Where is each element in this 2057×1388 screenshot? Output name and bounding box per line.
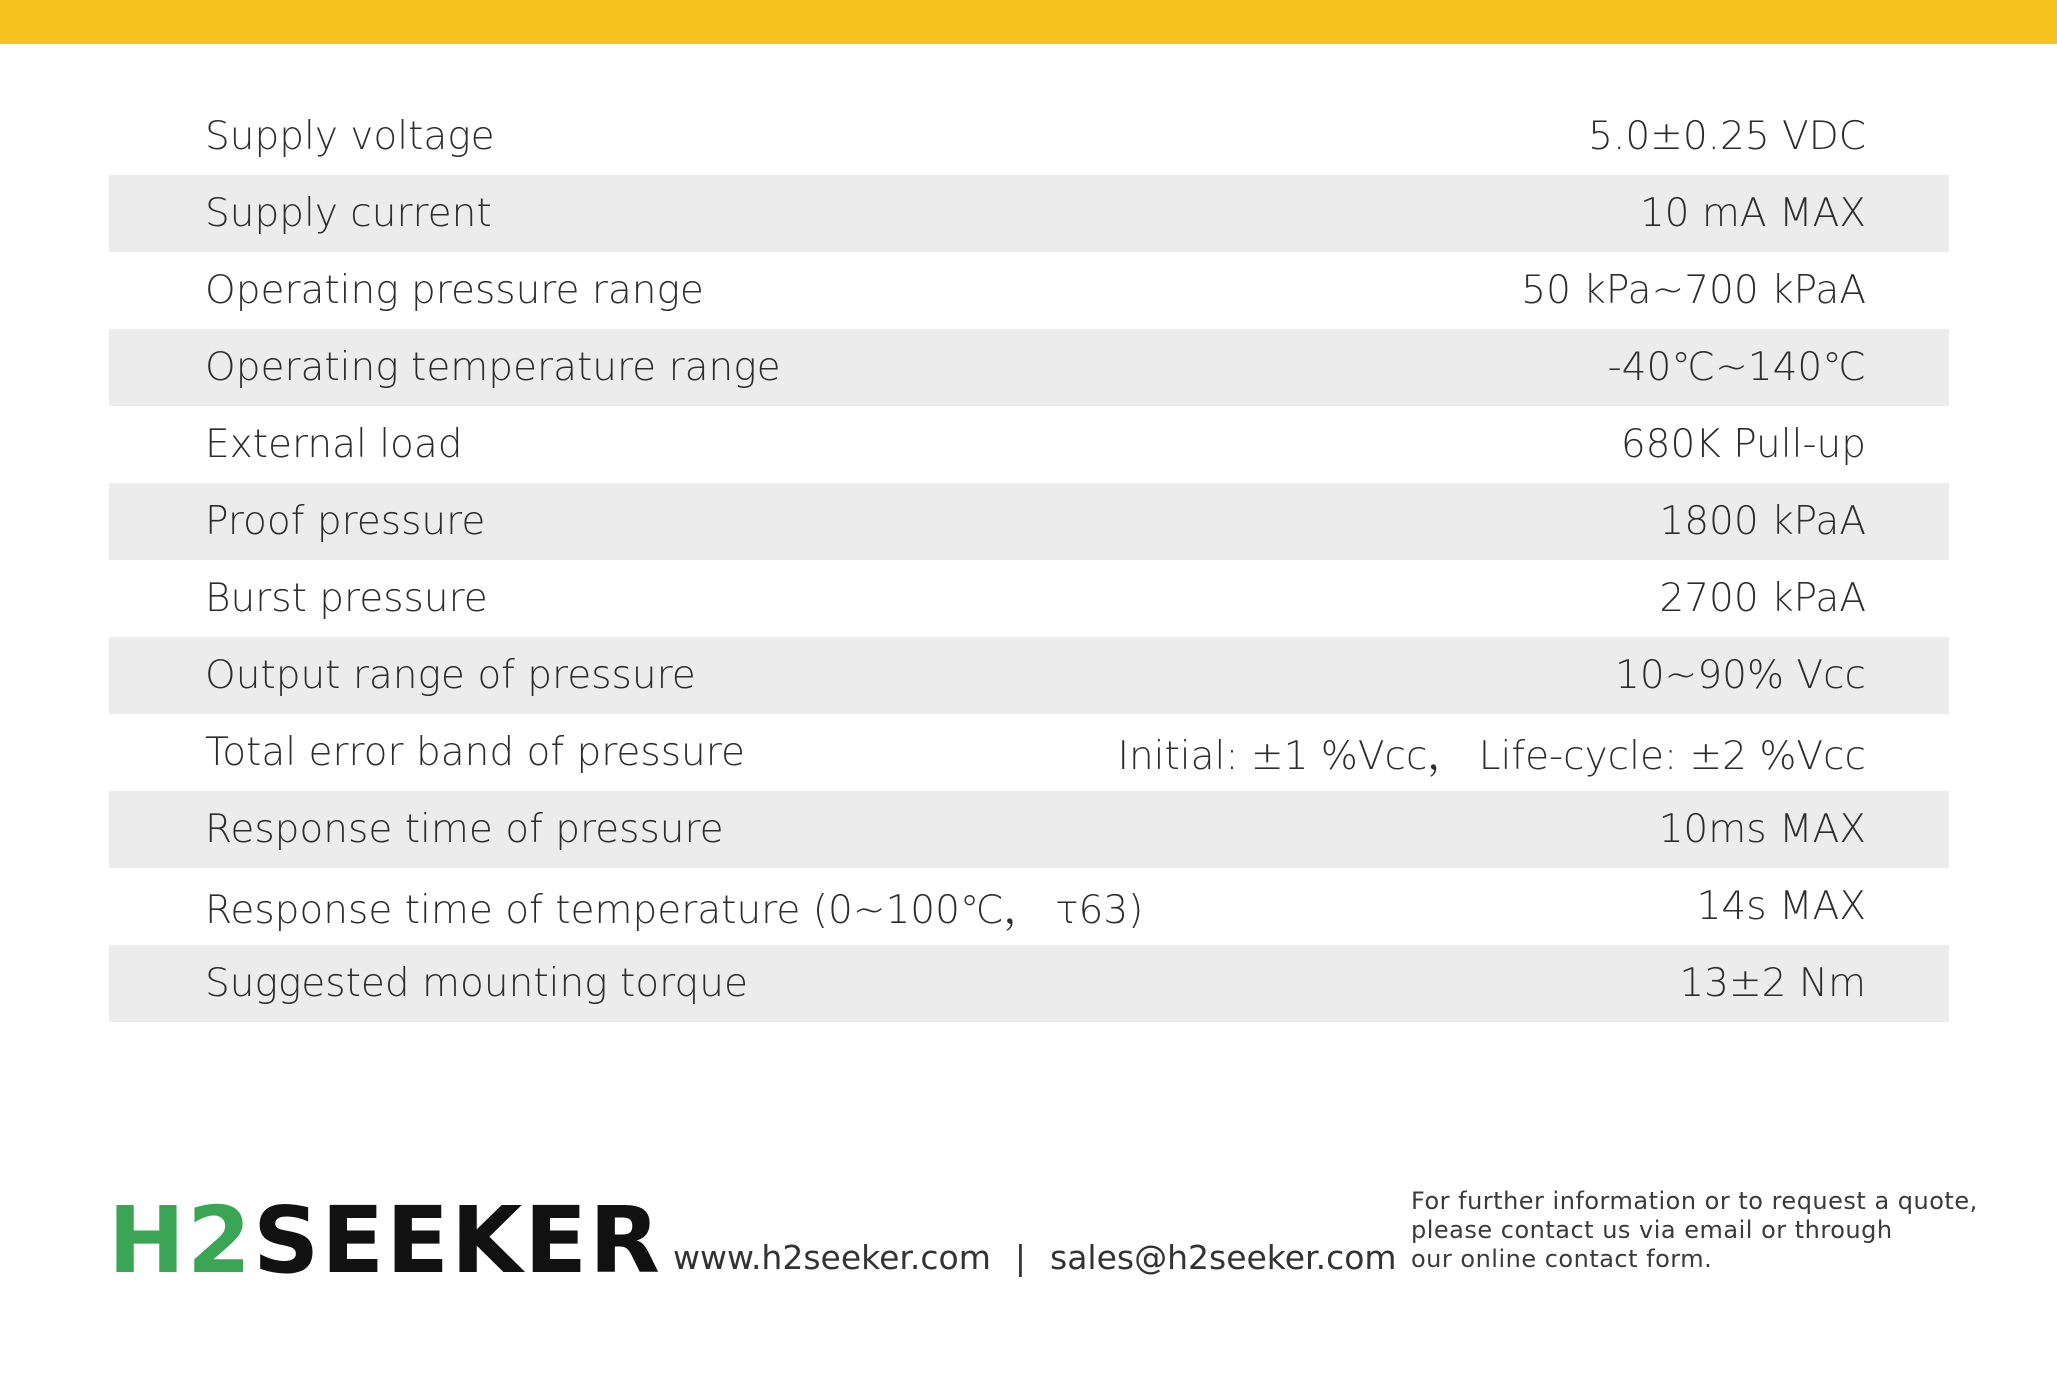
spec-label: Proof pressure xyxy=(205,499,486,544)
spec-value: 680K Pull-up xyxy=(1620,422,1866,467)
spec-row xyxy=(109,175,1949,252)
spec-row xyxy=(109,483,1949,560)
website-link[interactable]: www.h2seeker.com xyxy=(673,1238,991,1277)
contact-note-line: our online contact form. xyxy=(1411,1245,1713,1273)
spec-value: -40℃~140℃ xyxy=(1607,345,1866,390)
spec-row xyxy=(109,406,1949,483)
spec-row xyxy=(109,98,1949,175)
spec-value: Initial: ±1 %Vcc， Life-cycle: ±2 %Vcc xyxy=(1117,733,1866,779)
spec-value: 14s MAX xyxy=(1696,884,1866,929)
spec-label: Operating temperature range xyxy=(205,345,781,390)
logo-h2-text: H2 xyxy=(108,1187,254,1294)
contact-note xyxy=(1411,1187,1978,1274)
spec-row xyxy=(109,252,1949,329)
spec-label: Operating pressure range xyxy=(205,268,704,313)
spec-label: Burst pressure xyxy=(205,576,488,621)
spec-row xyxy=(109,714,1949,791)
h2seeker-logo xyxy=(108,1187,662,1294)
spec-label: Suggested mounting torque xyxy=(205,961,748,1006)
contact-note-line: please contact us via email or through xyxy=(1411,1216,1893,1244)
email-link[interactable]: sales@h2seeker.com xyxy=(1050,1238,1397,1277)
spec-row xyxy=(109,329,1949,406)
spec-value: 1800 kPaA xyxy=(1659,499,1866,544)
spec-value: 13±2 Nm xyxy=(1679,961,1866,1006)
top-accent-bar xyxy=(0,0,2057,44)
footer-contact-links xyxy=(673,1238,1397,1277)
spec-row xyxy=(109,560,1949,637)
spec-label: Output range of pressure xyxy=(205,653,696,698)
spec-row xyxy=(109,791,1949,868)
contact-note-line: For further information or to request a quote, xyxy=(1411,1187,1978,1215)
spec-row xyxy=(109,868,1949,945)
spec-label: External load xyxy=(205,422,463,467)
spec-value: 10 mA MAX xyxy=(1639,191,1866,236)
spec-row xyxy=(109,637,1949,714)
spec-value: 10ms MAX xyxy=(1658,807,1866,852)
spec-row xyxy=(109,945,1949,1022)
spec-value: 5.0±0.25 VDC xyxy=(1588,114,1866,159)
logo-seeker-text: SEEKER xyxy=(253,1187,662,1294)
spec-label: Supply voltage xyxy=(205,114,495,159)
spec-label: Response time of pressure xyxy=(205,807,724,852)
spec-value: 50 kPa~700 kPaA xyxy=(1521,268,1866,313)
spec-value: 2700 kPaA xyxy=(1659,576,1866,621)
link-separator: | xyxy=(1014,1238,1027,1277)
spec-label: Total error band of pressure xyxy=(205,730,745,775)
spec-label: Supply current xyxy=(205,191,492,236)
spec-table xyxy=(109,98,1949,1022)
spec-label: Response time of temperature (0~100℃， τ63) xyxy=(205,887,1144,933)
spec-value: 10~90% Vcc xyxy=(1615,653,1866,698)
